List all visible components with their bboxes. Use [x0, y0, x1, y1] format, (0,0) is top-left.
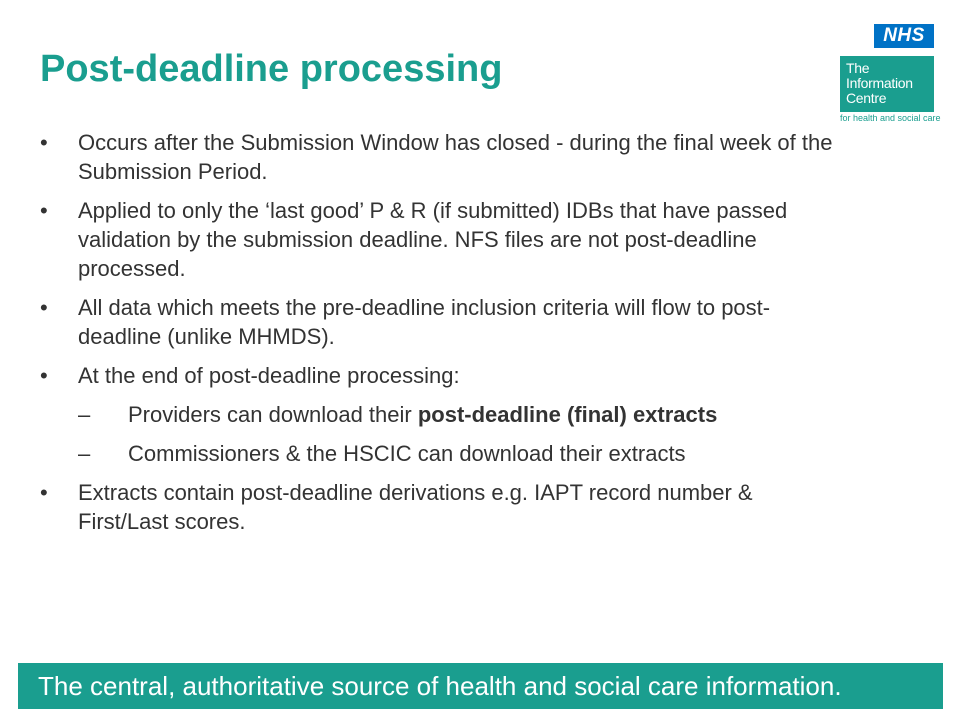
sub-bullet-item — [40, 439, 840, 468]
sub-bullet-marker: – — [78, 441, 91, 466]
sub-bullet-item — [40, 400, 840, 429]
sub-bullet-marker: – — [78, 402, 91, 427]
bullet-text: Applied to only the ‘last good’ P & R (if submitted) IDBs that have passed validation by the submission deadline. NFS files are not post-deadline processed. — [78, 198, 788, 281]
bullet-marker: • — [40, 295, 48, 320]
bullet-marker: • — [40, 198, 48, 223]
bullet-list — [40, 128, 840, 546]
logo-line: Centre — [846, 90, 887, 106]
logo-tagline: for health and social care — [840, 113, 941, 123]
bullet-marker: • — [40, 480, 48, 505]
bullet-text: All data which meets the pre-deadline inclusion criteria will flow to post-deadline (unlike MHMDS). — [78, 295, 771, 349]
slide-title: Post-deadline processing — [40, 48, 503, 90]
bullet-marker: • — [40, 363, 48, 388]
information-centre-logo — [840, 56, 934, 112]
bullet-item — [40, 293, 840, 351]
logo-line: Information — [846, 75, 913, 91]
bullet-item — [40, 196, 840, 283]
logo-line: The — [846, 60, 870, 76]
bullet-text: At the end of post-deadline processing: — [78, 363, 460, 388]
bullet-item — [40, 478, 840, 536]
bullet-text: Extracts contain post-deadline derivations e.g. IAPT record number & First/Last scores. — [78, 480, 753, 534]
bullet-item — [40, 361, 840, 390]
sub-bullet-text: Providers can download their — [128, 402, 418, 427]
nhs-logo: NHS — [874, 24, 934, 48]
bullet-text: Occurs after the Submission Window has closed - during the final week of the Submission Period. — [78, 130, 833, 184]
footer-banner: The central, authoritative source of health and social care information. — [18, 663, 943, 709]
sub-bullet-text: Commissioners & the HSCIC can download their extracts — [128, 441, 686, 466]
sub-bullet-bold-text: post-deadline (final) extracts — [417, 402, 718, 427]
bullet-marker: • — [40, 130, 48, 155]
bullet-item — [40, 128, 840, 186]
